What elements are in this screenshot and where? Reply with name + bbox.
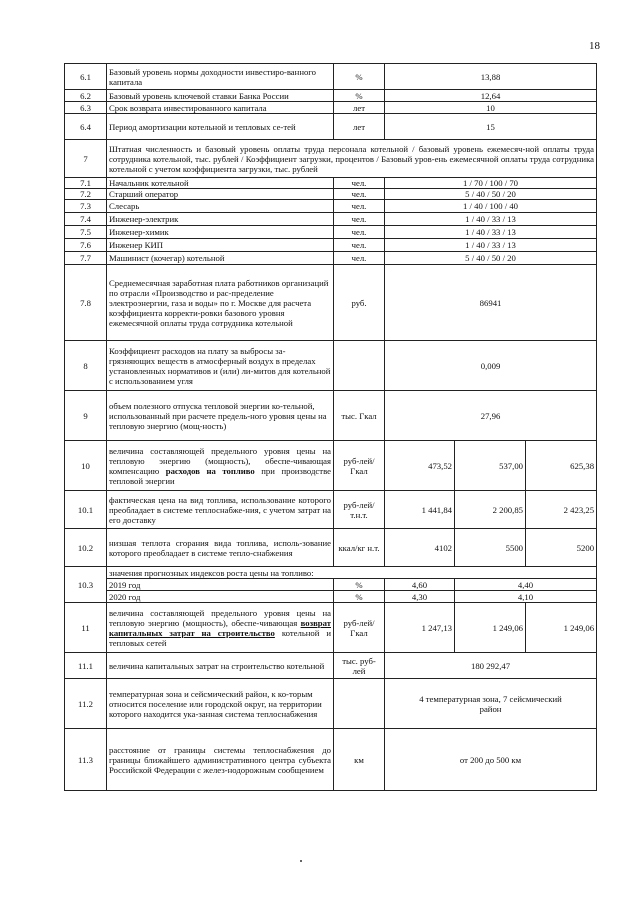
year-label: 2019 год bbox=[107, 579, 334, 591]
row-unit: руб-лей/Гкал bbox=[334, 441, 385, 491]
row-description bbox=[107, 441, 334, 491]
row-number: 11 bbox=[65, 603, 107, 653]
row-value-1: 4,60 bbox=[385, 579, 455, 591]
row-unit: лет bbox=[334, 102, 385, 114]
row-description: Слесарь bbox=[107, 200, 334, 213]
row-number: 6.4 bbox=[65, 114, 107, 140]
table-row bbox=[65, 341, 597, 391]
row-unit: км bbox=[334, 729, 385, 791]
row-description: Коэффициент расходов на плату за выбросы за-грязняющих веществ в атмосферный воздух в пределах установленных нормативов и (или) ли-митов для котельной с использованием угля bbox=[107, 341, 334, 391]
row-description: Инженер-электрик bbox=[107, 213, 334, 226]
row-unit: % bbox=[334, 64, 385, 90]
row-number: 10.3 bbox=[65, 567, 107, 603]
table-row bbox=[65, 178, 597, 189]
table-row bbox=[65, 729, 597, 791]
row-number: 7.6 bbox=[65, 239, 107, 252]
row-description: Среднемесячная заработная плата работников организаций по отрасли «Производство и рас-пределение электроэнергии, газа и воды» по г. Москве для расчета коэффициента корректи-ровки базового уровня ежемесячной оплаты труда сотрудника котельной bbox=[107, 265, 334, 341]
row-value-3: 5200 bbox=[526, 529, 597, 567]
year-label: 2020 год bbox=[107, 591, 334, 603]
row-description: величина капитальных затрат на строительство котельной bbox=[107, 653, 334, 679]
row-value: 4 температурная зона, 7 сейсмический район bbox=[385, 679, 597, 729]
row-unit: чел. bbox=[334, 200, 385, 213]
scan-speck bbox=[300, 860, 302, 862]
parameters-table bbox=[64, 63, 597, 791]
table-row bbox=[65, 226, 597, 239]
desc-part: величина составляющей предельного уровня цены на тепловую энергию (мощность), обеспе-чивающая компенсацию bbox=[109, 445, 331, 476]
row-number: 7.3 bbox=[65, 200, 107, 213]
table-row bbox=[65, 265, 597, 341]
row-unit: чел. bbox=[334, 178, 385, 189]
row-description: Базовый уровень нормы доходности инвестиро-ванного капитала bbox=[107, 64, 334, 90]
table-row bbox=[65, 200, 597, 213]
row-description: Инженер КИП bbox=[107, 239, 334, 252]
row-value: 5 / 40 / 50 / 20 bbox=[385, 189, 597, 200]
row-number: 7.7 bbox=[65, 252, 107, 265]
row-value: 1 / 40 / 100 / 40 bbox=[385, 200, 597, 213]
row-value-1: 4102 bbox=[385, 529, 455, 567]
row-unit: ккал/кг н.т. bbox=[334, 529, 385, 567]
row-value-3: 1 249,06 bbox=[526, 603, 597, 653]
row-description: температурная зона и сейсмический район, к ко-торым относится поселение или городской округ, на территории которого находится ука-занная система теплоснабжения bbox=[107, 679, 334, 729]
row-description: Начальник котельной bbox=[107, 178, 334, 189]
row-unit: тыс. руб-лей bbox=[334, 653, 385, 679]
row-value-1: 1 441,84 bbox=[385, 491, 455, 529]
row-description: расстояние от границы системы теплоснабжения до границы ближайшего административного центра субъекта Российской Федерации с желез-нодорожным сообщением bbox=[107, 729, 334, 791]
row-description: низшая теплота сгорания вида топлива, исполь-зование которого преобладает в системе тепло-снабжения bbox=[107, 529, 334, 567]
row-number: 10.1 bbox=[65, 491, 107, 529]
row-number: 7 bbox=[65, 140, 107, 178]
row-unit: тыс. Гкал bbox=[334, 391, 385, 441]
row-number: 6.3 bbox=[65, 102, 107, 114]
row-unit bbox=[334, 679, 385, 729]
row-unit: лет bbox=[334, 114, 385, 140]
row-number: 10 bbox=[65, 441, 107, 491]
table-row bbox=[65, 441, 597, 491]
row-number: 10.2 bbox=[65, 529, 107, 567]
table-row bbox=[65, 391, 597, 441]
row-value-2: 537,00 bbox=[455, 441, 526, 491]
row-value: 0,009 bbox=[385, 341, 597, 391]
row-value-1: 473,52 bbox=[385, 441, 455, 491]
row-unit: руб-лей/т.н.т. bbox=[334, 491, 385, 529]
row-description: объем полезного отпуска тепловой энергии ко-тельной, использованный при расчете предель-ного уровня цены на тепловую энергию (мощ-ность) bbox=[107, 391, 334, 441]
table-row bbox=[65, 529, 597, 567]
row-value: 10 bbox=[385, 102, 597, 114]
row-description: значения прогнозных индексов роста цены на топливо: bbox=[107, 567, 597, 579]
table-row bbox=[65, 114, 597, 140]
row-number: 7.5 bbox=[65, 226, 107, 239]
table-row bbox=[65, 213, 597, 226]
row-value: 86941 bbox=[385, 265, 597, 341]
row-value-2: 2 200,85 bbox=[455, 491, 526, 529]
row-value: 27,96 bbox=[385, 391, 597, 441]
row-value-1: 1 247,13 bbox=[385, 603, 455, 653]
table-row bbox=[65, 239, 597, 252]
desc-part: величина составляющей предельного уровня цены на тепловую энергию (мощность), обеспе-чивающая bbox=[109, 607, 331, 628]
row-unit: % bbox=[334, 579, 385, 591]
desc-part: при производстве тепловой энергии bbox=[109, 465, 331, 486]
page-number: 18 bbox=[589, 40, 600, 52]
row-unit: чел. bbox=[334, 239, 385, 252]
row-value: 1 / 40 / 33 / 13 bbox=[385, 226, 597, 239]
row-number: 9 bbox=[65, 391, 107, 441]
row-value: 5 / 40 / 50 / 20 bbox=[385, 252, 597, 265]
row-value-2: 4,10 bbox=[455, 591, 597, 603]
row-unit bbox=[334, 341, 385, 391]
row-unit: чел. bbox=[334, 213, 385, 226]
row-unit: % bbox=[334, 591, 385, 603]
table-row bbox=[65, 140, 597, 178]
table-row bbox=[65, 102, 597, 114]
table-row bbox=[65, 189, 597, 200]
row-description: Период амортизации котельной и тепловых се-тей bbox=[107, 114, 334, 140]
row-unit: чел. bbox=[334, 189, 385, 200]
row-unit: % bbox=[334, 90, 385, 102]
row-number: 7.8 bbox=[65, 265, 107, 341]
row-value-1: 4,30 bbox=[385, 591, 455, 603]
row-unit: руб. bbox=[334, 265, 385, 341]
row-number: 8 bbox=[65, 341, 107, 391]
row-description bbox=[107, 603, 334, 653]
row-value-2: 5500 bbox=[455, 529, 526, 567]
row-description: Штатная численность и базовый уровень оплаты труда персонала котельной / базовый уровень ежемесяч-ной оплаты труда сотрудника котельной, тыс. рублей / Коэффициент загрузки, процентов / Базовый уров-ень ежемесячной оплаты труда сотрудника котельной с учетом коэффициента загрузки, тыс. рублей bbox=[107, 140, 597, 178]
row-value: 180 292,47 bbox=[385, 653, 597, 679]
row-value: 13,88 bbox=[385, 64, 597, 90]
table-row bbox=[65, 653, 597, 679]
row-number: 11.1 bbox=[65, 653, 107, 679]
row-number: 6.2 bbox=[65, 90, 107, 102]
row-value-2: 4,40 bbox=[455, 579, 597, 591]
row-value-2: 1 249,06 bbox=[455, 603, 526, 653]
row-value-3: 625,38 bbox=[526, 441, 597, 491]
row-number: 7.2 bbox=[65, 189, 107, 200]
row-value: от 200 до 500 км bbox=[385, 729, 597, 791]
row-value: 12,64 bbox=[385, 90, 597, 102]
row-unit: чел. bbox=[334, 252, 385, 265]
desc-emphasis: расходов на топливо bbox=[165, 465, 255, 476]
table-row bbox=[65, 90, 597, 102]
table-row bbox=[65, 603, 597, 653]
row-description: Старший оператор bbox=[107, 189, 334, 200]
row-number: 7.4 bbox=[65, 213, 107, 226]
table-row bbox=[65, 252, 597, 265]
table-row bbox=[65, 591, 597, 603]
table-row bbox=[65, 579, 597, 591]
row-value: 1 / 40 / 33 / 13 bbox=[385, 239, 597, 252]
table-row bbox=[65, 491, 597, 529]
row-number: 11.3 bbox=[65, 729, 107, 791]
table-row bbox=[65, 64, 597, 90]
table-row bbox=[65, 567, 597, 579]
row-number: 11.2 bbox=[65, 679, 107, 729]
table-row bbox=[65, 679, 597, 729]
desc-emphasis: возврат капитальных затрат на строительство bbox=[109, 617, 331, 638]
row-number: 7.1 bbox=[65, 178, 107, 189]
row-unit: чел. bbox=[334, 226, 385, 239]
row-unit: руб-лей/Гкал bbox=[334, 603, 385, 653]
row-description: Машинист (кочегар) котельной bbox=[107, 252, 334, 265]
row-description: Инженер-химик bbox=[107, 226, 334, 239]
row-value-3: 2 423,25 bbox=[526, 491, 597, 529]
row-description: фактическая цена на вид топлива, использование которого преобладает в системе теплоснабже-ния, с учетом затрат на его доставку bbox=[107, 491, 334, 529]
row-number: 6.1 bbox=[65, 64, 107, 90]
desc-part: котельной и тепловых сетей bbox=[109, 627, 331, 648]
row-description: Срок возврата инвестированного капитала bbox=[107, 102, 334, 114]
row-value: 1 / 40 / 33 / 13 bbox=[385, 213, 597, 226]
row-value: 1 / 70 / 100 / 70 bbox=[385, 178, 597, 189]
row-value: 15 bbox=[385, 114, 597, 140]
row-description: Базовый уровень ключевой ставки Банка России bbox=[107, 90, 334, 102]
